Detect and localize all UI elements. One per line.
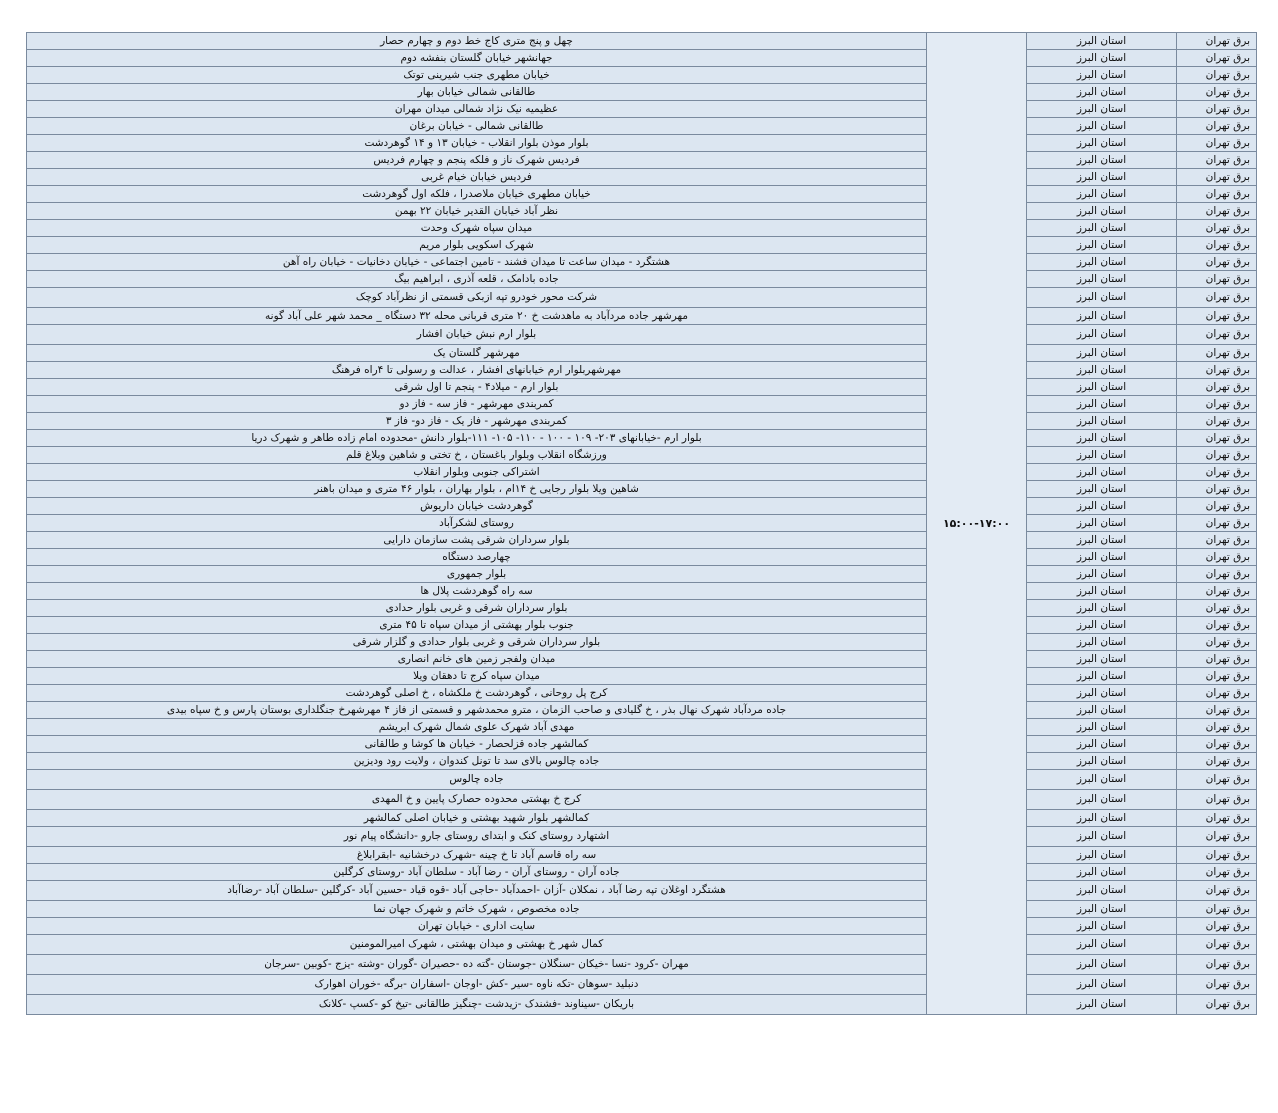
area-cell: کمال شهر خ بهشتی و میدان بهشتی ، شهرک امیرالمومنین [27, 935, 927, 955]
area-cell: کمالشهر جاده قزلحصار - خیابان ها کوشا و طالقانی [27, 736, 927, 753]
table-row [27, 881, 1257, 901]
province-cell: استان البرز [1027, 118, 1177, 135]
table-row [27, 220, 1257, 237]
area-cell: میدان سپاه شهرک وحدت [27, 220, 927, 237]
table-row [27, 532, 1257, 549]
province-cell: استان البرز [1027, 864, 1177, 881]
area-cell: ورزشگاه انقلاب وبلوار باغستان ، خ تختی و شاهین وبلاغ قلم [27, 447, 927, 464]
table-row [27, 566, 1257, 583]
area-cell: سه راه گوهردشت پلال ها [27, 583, 927, 600]
province-cell: استان البرز [1027, 995, 1177, 1015]
province-cell: استان البرز [1027, 135, 1177, 152]
province-cell: استان البرز [1027, 220, 1177, 237]
area-cell: عظیمیه نیک نژاد شمالی میدان مهران [27, 101, 927, 118]
province-cell: استان البرز [1027, 668, 1177, 685]
table-row [27, 918, 1257, 935]
area-cell: بلوار جمهوری [27, 566, 927, 583]
table-row [27, 498, 1257, 515]
company-cell: برق تهران [1177, 101, 1257, 118]
area-cell: سه راه قاسم آباد تا خ چینه -شهرک درخشانیه -ابقرابلاغ [27, 847, 927, 864]
province-cell: استان البرز [1027, 918, 1177, 935]
table-row [27, 770, 1257, 790]
table-row [27, 308, 1257, 325]
company-cell: برق تهران [1177, 549, 1257, 566]
company-cell: برق تهران [1177, 651, 1257, 668]
province-cell: استان البرز [1027, 362, 1177, 379]
area-cell: هشتگرد - میدان ساعت تا میدان فشند - تامین اجتماعی - خیابان دخانیات - خیابان راه آهن [27, 254, 927, 271]
table-row [27, 33, 1257, 50]
company-cell: برق تهران [1177, 288, 1257, 308]
area-cell: بلوار سرداران شرقی پشت سازمان دارایی [27, 532, 927, 549]
table-row [27, 995, 1257, 1015]
province-cell: استان البرز [1027, 955, 1177, 975]
area-cell: جاده بادامک ، قلعه آذری ، ابراهیم بیگ [27, 271, 927, 288]
company-cell: برق تهران [1177, 955, 1257, 975]
company-cell: برق تهران [1177, 220, 1257, 237]
company-cell: برق تهران [1177, 308, 1257, 325]
company-cell: برق تهران [1177, 719, 1257, 736]
area-cell: سایت اداری - خیابان تهران [27, 918, 927, 935]
area-cell: میدان ولفجر زمین های خانم انصاری [27, 651, 927, 668]
company-cell: برق تهران [1177, 790, 1257, 810]
company-cell: برق تهران [1177, 532, 1257, 549]
table-row [27, 345, 1257, 362]
table-row [27, 864, 1257, 881]
table-row [27, 634, 1257, 651]
area-cell: جاده چالوس [27, 770, 927, 790]
province-cell: استان البرز [1027, 827, 1177, 847]
area-cell: چهارصد دستگاه [27, 549, 927, 566]
company-cell: برق تهران [1177, 995, 1257, 1015]
area-cell: مهرشهر جاده مردآباد به ماهدشت خ ۲۰ متری قربانی محله ۳۲ دستگاه _ محمد شهر علی آباد گونه [27, 308, 927, 325]
table-row [27, 135, 1257, 152]
company-cell: برق تهران [1177, 345, 1257, 362]
table-row [27, 84, 1257, 101]
table-row [27, 50, 1257, 67]
province-cell: استان البرز [1027, 566, 1177, 583]
area-cell: دنبلید -سوهان -تکه ناوه -سیر -کش -اوجان -اسفاران -برگه -خوران اهوارک [27, 975, 927, 995]
company-cell: برق تهران [1177, 827, 1257, 847]
company-cell: برق تهران [1177, 118, 1257, 135]
area-cell: بلوار ارم نبش خیابان افشار [27, 325, 927, 345]
area-cell: کمالشهر بلوار شهید بهشتی و خیابان اصلی کمالشهر [27, 810, 927, 827]
company-cell: برق تهران [1177, 152, 1257, 169]
area-cell: جهانشهر خیابان گلستان بنفشه دوم [27, 50, 927, 67]
company-cell: برق تهران [1177, 464, 1257, 481]
table-row [27, 827, 1257, 847]
company-cell: برق تهران [1177, 634, 1257, 651]
province-cell: استان البرز [1027, 33, 1177, 50]
company-cell: برق تهران [1177, 935, 1257, 955]
time-window-cell: ۱۵:۰۰-۱۷:۰۰ [927, 33, 1027, 1015]
company-cell: برق تهران [1177, 413, 1257, 430]
area-cell: مهرشهربلوار ارم خیابانهای افشار ، عدالت و رسولی تا ۴راه فرهنگ [27, 362, 927, 379]
area-cell: کمربندی مهرشهر - فاز یک - فاز دو- فاز ۳ [27, 413, 927, 430]
area-cell: روستای لشکرآباد [27, 515, 927, 532]
province-cell: استان البرز [1027, 464, 1177, 481]
province-cell: استان البرز [1027, 84, 1177, 101]
province-cell: استان البرز [1027, 345, 1177, 362]
table-row [27, 736, 1257, 753]
province-cell: استان البرز [1027, 685, 1177, 702]
area-cell: شرکت محور خودرو تپه ازبکی قسمتی از نظرآباد کوچک [27, 288, 927, 308]
area-cell: فردیس خیابان خیام غربی [27, 169, 927, 186]
province-cell: استان البرز [1027, 583, 1177, 600]
table-row [27, 600, 1257, 617]
table-row [27, 464, 1257, 481]
area-cell: مهران -کرود -نسا -خیکان -سنگلان -جوستان -گته ده -حصیران -گوران -وشته -یزج -کوبین -سرجان [27, 955, 927, 975]
company-cell: برق تهران [1177, 481, 1257, 498]
company-cell: برق تهران [1177, 379, 1257, 396]
table-row [27, 583, 1257, 600]
area-cell: نظر آباد خیابان القدیر خیابان ۲۲ بهمن [27, 203, 927, 220]
province-cell: استان البرز [1027, 413, 1177, 430]
province-cell: استان البرز [1027, 101, 1177, 118]
company-cell: برق تهران [1177, 668, 1257, 685]
province-cell: استان البرز [1027, 325, 1177, 345]
area-cell: کرج خ بهشتی محدوده حصارک پایین و خ المهدی [27, 790, 927, 810]
area-cell: گوهردشت خیابان داریوش [27, 498, 927, 515]
province-cell: استان البرز [1027, 50, 1177, 67]
province-cell: استان البرز [1027, 498, 1177, 515]
table-row [27, 237, 1257, 254]
table-row [27, 271, 1257, 288]
area-cell: چهل و پنج متری کاج خط دوم و چهارم حصار [27, 33, 927, 50]
company-cell: برق تهران [1177, 33, 1257, 50]
province-cell: استان البرز [1027, 600, 1177, 617]
area-cell: شهرک اسکویی بلوار مریم [27, 237, 927, 254]
province-cell: استان البرز [1027, 481, 1177, 498]
province-cell: استان البرز [1027, 379, 1177, 396]
province-cell: استان البرز [1027, 753, 1177, 770]
area-cell: شاهین ویلا بلوار رجایی خ ۱۴ام ، بلوار بهاران ، بلوار ۴۶ متری و میدان باهنر [27, 481, 927, 498]
table-row [27, 955, 1257, 975]
company-cell: برق تهران [1177, 736, 1257, 753]
table-row [27, 549, 1257, 566]
company-cell: برق تهران [1177, 186, 1257, 203]
province-cell: استان البرز [1027, 881, 1177, 901]
table-row [27, 288, 1257, 308]
province-cell: استان البرز [1027, 634, 1177, 651]
province-cell: استان البرز [1027, 975, 1177, 995]
table-row [27, 515, 1257, 532]
table-row [27, 935, 1257, 955]
area-cell: باریکان -سیناوند -فشندک -زیدشت -چنگیز طالقانی -تیخ کو -کسپ -کلانک [27, 995, 927, 1015]
province-cell: استان البرز [1027, 237, 1177, 254]
province-cell: استان البرز [1027, 719, 1177, 736]
table-row [27, 413, 1257, 430]
area-cell: جاده مخصوص ، شهرک خاتم و شهرک جهان نما [27, 901, 927, 918]
company-cell: برق تهران [1177, 515, 1257, 532]
company-cell: برق تهران [1177, 600, 1257, 617]
province-cell: استان البرز [1027, 152, 1177, 169]
company-cell: برق تهران [1177, 169, 1257, 186]
company-cell: برق تهران [1177, 918, 1257, 935]
province-cell: استان البرز [1027, 847, 1177, 864]
province-cell: استان البرز [1027, 702, 1177, 719]
table-row [27, 101, 1257, 118]
outage-schedule-body [27, 33, 1257, 1015]
province-cell: استان البرز [1027, 447, 1177, 464]
area-cell: جاده مردآباد شهرک نهال بذر ، خ گلیادی و صاحب الزمان ، مترو محمدشهر و قسمتی از فاز ۴ مهرشهرخ جنگلداری بوستان پارس و خ سپاه بیدی [27, 702, 927, 719]
province-cell: استان البرز [1027, 651, 1177, 668]
province-cell: استان البرز [1027, 288, 1177, 308]
area-cell: فردیس شهرک ناز و فلکه پنجم و چهارم فردیس [27, 152, 927, 169]
province-cell: استان البرز [1027, 396, 1177, 413]
province-cell: استان البرز [1027, 770, 1177, 790]
table-row [27, 254, 1257, 271]
company-cell: برق تهران [1177, 84, 1257, 101]
company-cell: برق تهران [1177, 325, 1257, 345]
province-cell: استان البرز [1027, 430, 1177, 447]
area-cell: خیابان مطهری خیابان ملاصدرا ، فلکه اول گوهردشت [27, 186, 927, 203]
area-cell: کمربندی مهرشهر - فاز سه - فاز دو [27, 396, 927, 413]
company-cell: برق تهران [1177, 203, 1257, 220]
company-cell: برق تهران [1177, 271, 1257, 288]
area-cell: بلوار ارم - میلاد۴ - پنجم تا اول شرقی [27, 379, 927, 396]
table-row [27, 651, 1257, 668]
province-cell: استان البرز [1027, 186, 1177, 203]
area-cell: جاده آران - روستای آران - رضا آباد - سلطان آباد -روستای کرگلین [27, 864, 927, 881]
table-row [27, 719, 1257, 736]
province-cell: استان البرز [1027, 308, 1177, 325]
province-cell: استان البرز [1027, 549, 1177, 566]
table-row [27, 668, 1257, 685]
company-cell: برق تهران [1177, 447, 1257, 464]
company-cell: برق تهران [1177, 975, 1257, 995]
area-cell: اشتراکی جنوبی وبلوار انقلاب [27, 464, 927, 481]
company-cell: برق تهران [1177, 135, 1257, 152]
company-cell: برق تهران [1177, 254, 1257, 271]
company-cell: برق تهران [1177, 847, 1257, 864]
province-cell: استان البرز [1027, 169, 1177, 186]
company-cell: برق تهران [1177, 770, 1257, 790]
province-cell: استان البرز [1027, 271, 1177, 288]
province-cell: استان البرز [1027, 617, 1177, 634]
table-row [27, 617, 1257, 634]
area-cell: جاده چالوس بالای سد تا تونل کندوان ، ولایت رود ودیزین [27, 753, 927, 770]
table-row [27, 186, 1257, 203]
company-cell: برق تهران [1177, 566, 1257, 583]
area-cell: طالقانی شمالی - خیابان برغان [27, 118, 927, 135]
table-row [27, 325, 1257, 345]
province-cell: استان البرز [1027, 203, 1177, 220]
area-cell: مهدی آباد شهرک علوی شمال شهرک ابریشم [27, 719, 927, 736]
table-row [27, 362, 1257, 379]
province-cell: استان البرز [1027, 67, 1177, 84]
table-row [27, 847, 1257, 864]
province-cell: استان البرز [1027, 254, 1177, 271]
table-row [27, 118, 1257, 135]
company-cell: برق تهران [1177, 881, 1257, 901]
area-cell: مهرشهر گلستان یک [27, 345, 927, 362]
area-cell: بلوار سرداران شرقی و غربی بلوار حدادی و گلزار شرقی [27, 634, 927, 651]
table-row [27, 901, 1257, 918]
area-cell: بلوار سرداران شرقی و غربی بلوار حدادی [27, 600, 927, 617]
table-row [27, 810, 1257, 827]
area-cell: بلوار موذن بلوار انقلاب - خیابان ۱۳ و ۱۴ گوهردشت [27, 135, 927, 152]
table-row [27, 753, 1257, 770]
table-row [27, 379, 1257, 396]
province-cell: استان البرز [1027, 901, 1177, 918]
table-row [27, 67, 1257, 84]
company-cell: برق تهران [1177, 362, 1257, 379]
company-cell: برق تهران [1177, 50, 1257, 67]
table-row [27, 447, 1257, 464]
table-row [27, 790, 1257, 810]
company-cell: برق تهران [1177, 901, 1257, 918]
province-cell: استان البرز [1027, 790, 1177, 810]
table-row [27, 152, 1257, 169]
company-cell: برق تهران [1177, 583, 1257, 600]
table-row [27, 169, 1257, 186]
table-row [27, 430, 1257, 447]
province-cell: استان البرز [1027, 736, 1177, 753]
area-cell: جنوب بلوار بهشتی از میدان سپاه تا ۴۵ متری [27, 617, 927, 634]
company-cell: برق تهران [1177, 810, 1257, 827]
company-cell: برق تهران [1177, 617, 1257, 634]
area-cell: طالقانی شمالی خیابان بهار [27, 84, 927, 101]
province-cell: استان البرز [1027, 935, 1177, 955]
company-cell: برق تهران [1177, 396, 1257, 413]
company-cell: برق تهران [1177, 67, 1257, 84]
area-cell: خیابان مطهری جنب شیرینی توتک [27, 67, 927, 84]
company-cell: برق تهران [1177, 237, 1257, 254]
company-cell: برق تهران [1177, 702, 1257, 719]
area-cell: میدان سپاه کرج تا دهقان ویلا [27, 668, 927, 685]
area-cell: اشتهارد روستای کنک و ابتدای روستای جارو -دانشگاه پیام نور [27, 827, 927, 847]
company-cell: برق تهران [1177, 430, 1257, 447]
table-row [27, 975, 1257, 995]
outage-schedule-table [26, 32, 1257, 1015]
province-cell: استان البرز [1027, 532, 1177, 549]
company-cell: برق تهران [1177, 864, 1257, 881]
table-row [27, 481, 1257, 498]
table-row [27, 203, 1257, 220]
company-cell: برق تهران [1177, 498, 1257, 515]
province-cell: استان البرز [1027, 515, 1177, 532]
table-row [27, 396, 1257, 413]
company-cell: برق تهران [1177, 753, 1257, 770]
table-row [27, 685, 1257, 702]
area-cell: بلوار ارم -خیابانهای ۲۰۳- ۱۰۹ - ۱۰۰ - ۱۱۰- ۱۰۵- ۱۱۱-بلوار دانش -محدوده امام زاده طاهر و شهرک دریا [27, 430, 927, 447]
province-cell: استان البرز [1027, 810, 1177, 827]
company-cell: برق تهران [1177, 685, 1257, 702]
area-cell: هشتگرد اوغلان تپه رضا آباد ، نمکلان -آزان -احمدآباد -حاجی آباد -قوه قیاد -حسین آباد -کرگلین -سلطان آباد -رضاآباد [27, 881, 927, 901]
table-row [27, 702, 1257, 719]
area-cell: کرج پل روحانی ، گوهردشت خ ملکشاه ، خ اصلی گوهردشت [27, 685, 927, 702]
